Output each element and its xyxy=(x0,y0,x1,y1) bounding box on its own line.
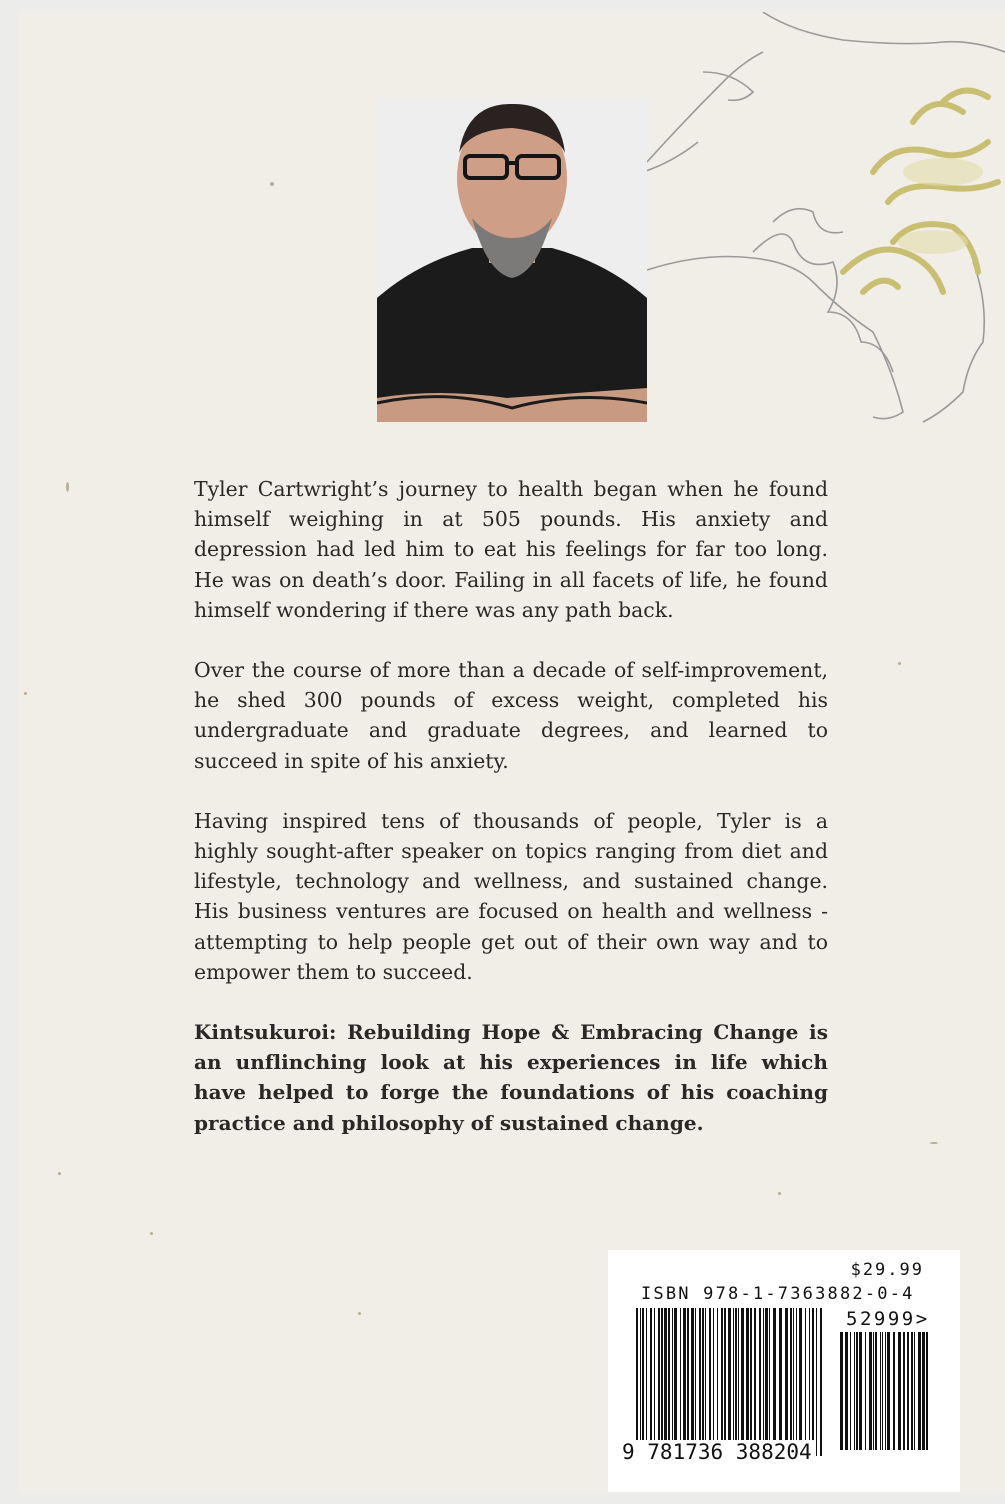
barcode-bar xyxy=(812,1308,814,1456)
barcode-bar xyxy=(840,1332,843,1450)
bio-paragraph: Tyler Cartwright’s journey to health began when he found himself weighing in at 505 pounds. His anxiety and depression had led him to eat his feelings for far too long. He was on death’s door. Failing in all facets of life, he found himself wondering if there was any path back. xyxy=(194,477,828,622)
barcode-bar xyxy=(724,1308,726,1456)
paper-speck xyxy=(24,692,27,695)
barcode-price: $29.99 xyxy=(850,1260,924,1280)
isbn-barcode xyxy=(608,1250,960,1492)
barcode-bar xyxy=(636,1308,638,1456)
barcode-bar xyxy=(759,1308,761,1456)
barcode-bar xyxy=(796,1308,797,1456)
barcode-bar xyxy=(733,1308,734,1456)
barcode-bar xyxy=(713,1308,714,1456)
back-cover xyxy=(18,12,1005,1492)
barcode-bar xyxy=(885,1332,886,1450)
barcode-bar xyxy=(893,1332,895,1450)
barcode-bar xyxy=(687,1308,689,1456)
book-tagline: Kintsukuroi: Rebuilding Hope & Embracing Change is an unflinching look at his experiences in life which have helped to forge the foundations of his coaching practice and philosophy of sustained change. xyxy=(194,1020,828,1135)
barcode-bar xyxy=(903,1332,905,1450)
paper-speck xyxy=(58,1172,61,1175)
paper-speck xyxy=(66,482,69,492)
barcode-bar xyxy=(922,1332,925,1450)
paper-speck xyxy=(930,1142,938,1144)
barcode-bar xyxy=(741,1308,744,1456)
barcode-bar xyxy=(664,1308,667,1456)
barcode-bar xyxy=(705,1308,706,1456)
floral-ornament-decoration xyxy=(643,12,1005,432)
barcode-bar xyxy=(907,1332,909,1450)
barcode-number: 9 781736 388204 xyxy=(622,1440,812,1464)
paper-speck xyxy=(778,1192,781,1195)
barcode-bar xyxy=(805,1308,806,1456)
barcode-bar xyxy=(658,1308,660,1456)
barcode-bar xyxy=(869,1332,872,1450)
barcode-bar xyxy=(654,1308,655,1456)
barcode-bar xyxy=(785,1308,788,1456)
barcode-bar xyxy=(683,1308,686,1456)
barcode-bar xyxy=(646,1308,647,1456)
barcode-bar xyxy=(911,1332,913,1450)
barcode-bar xyxy=(765,1308,768,1456)
barcode-bar xyxy=(790,1308,792,1456)
barcode-bar xyxy=(754,1308,756,1456)
barcode-bar xyxy=(773,1308,776,1456)
barcode-bar xyxy=(661,1308,663,1456)
barcode-bar xyxy=(854,1332,855,1450)
barcode-addon-code: 52999> xyxy=(846,1308,930,1330)
barcode-bar xyxy=(702,1308,704,1456)
barcode-bar xyxy=(887,1332,890,1450)
barcode-bar xyxy=(809,1308,810,1456)
barcode-bar xyxy=(695,1308,696,1456)
barcode-bar xyxy=(816,1308,817,1456)
barcode-bar xyxy=(746,1308,749,1456)
paper-speck xyxy=(150,1232,153,1235)
barcode-bar xyxy=(735,1308,737,1456)
barcode-bar xyxy=(672,1308,673,1456)
paper-speck xyxy=(898,662,901,665)
barcode-isbn: ISBN 978-1-7363882-0-4 xyxy=(641,1284,915,1304)
barcode-bar xyxy=(850,1332,851,1450)
bio-paragraph: Having inspired tens of thousands of people, Tyler is a highly sought-after speaker on topics ranging from diet and lifestyle, technology and wellness, and sustained change. His business ventures are focused on health and wellness - attempting to help people get out of their own way and to empower them to succeed. xyxy=(194,808,828,984)
barcode-bar xyxy=(865,1332,866,1450)
barcode-bar xyxy=(699,1308,701,1456)
author-bio xyxy=(194,474,828,1168)
barcode-bar xyxy=(721,1308,723,1456)
paper-speck xyxy=(358,1312,361,1315)
barcode-bar xyxy=(845,1332,848,1450)
barcode-bar xyxy=(779,1308,782,1456)
barcode-bar xyxy=(728,1308,731,1456)
barcode-bar xyxy=(856,1332,858,1450)
barcode-bar xyxy=(691,1308,694,1456)
barcode-bar xyxy=(859,1332,862,1450)
barcode-bar xyxy=(738,1308,739,1456)
barcode-bar xyxy=(875,1332,877,1450)
barcode-bar xyxy=(709,1308,711,1456)
barcode-bar xyxy=(882,1332,883,1450)
barcode-bar xyxy=(799,1308,802,1456)
barcode-bar xyxy=(880,1332,881,1450)
author-photo xyxy=(377,98,647,422)
barcode-bar xyxy=(926,1332,928,1450)
barcode-bar xyxy=(717,1308,718,1456)
barcode-bar xyxy=(640,1308,641,1456)
barcode-bar xyxy=(680,1308,681,1456)
barcode-bar xyxy=(674,1308,677,1456)
barcode-bar xyxy=(642,1308,644,1456)
barcode-bar xyxy=(763,1308,764,1456)
barcode-bar xyxy=(820,1308,822,1456)
barcode-bar xyxy=(918,1332,921,1450)
barcode-bar xyxy=(650,1308,652,1456)
barcode-bar xyxy=(873,1332,874,1450)
barcode-bar xyxy=(750,1308,752,1456)
barcode-bar xyxy=(769,1308,770,1456)
barcode-bar xyxy=(914,1332,915,1450)
paper-speck xyxy=(270,182,274,186)
author-portrait-image xyxy=(377,98,647,422)
bio-paragraph: Over the course of more than a decade of self-improvement, he shed 300 pounds of excess weight, completed his undergraduate and graduate degrees, and learned to succeed in spite of his anxiety. xyxy=(194,658,828,773)
barcode-bar xyxy=(898,1332,901,1450)
barcode-bar xyxy=(793,1308,794,1456)
barcode-bar xyxy=(668,1308,670,1456)
